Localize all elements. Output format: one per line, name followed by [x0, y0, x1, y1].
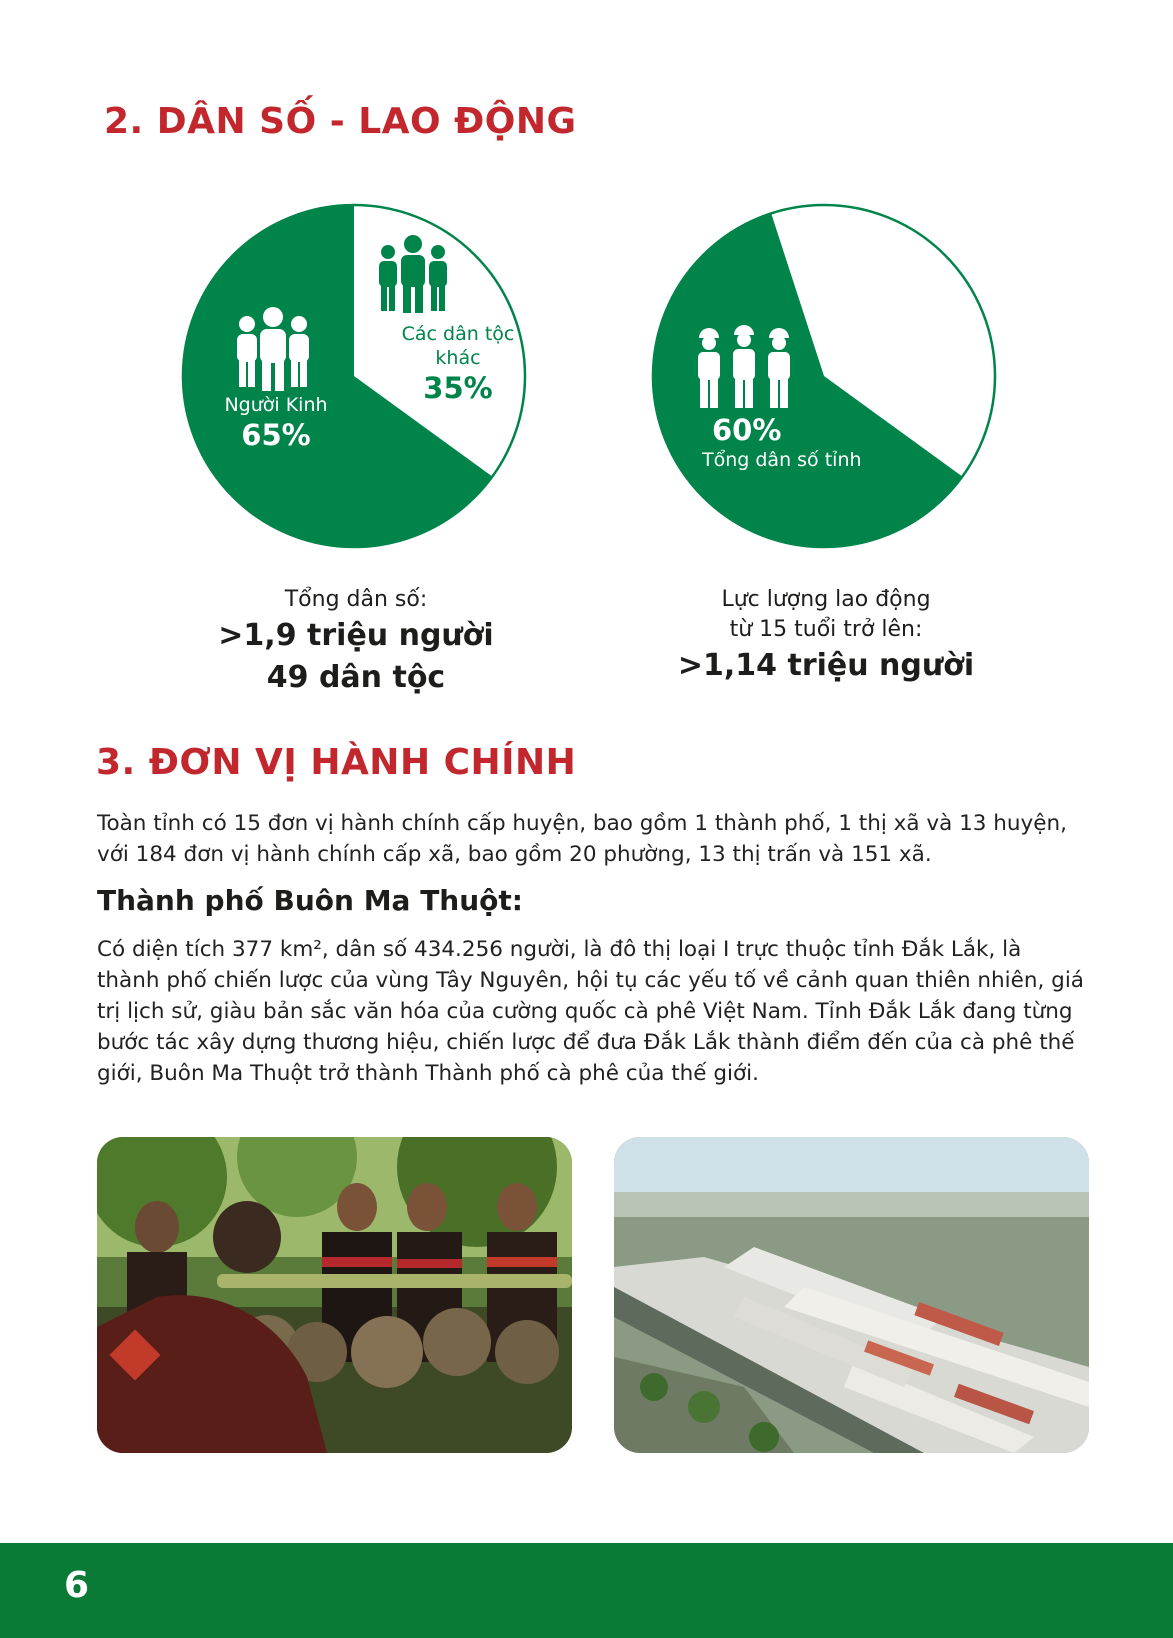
section-title-administrative: 3. ĐƠN VỊ HÀNH CHÍNH	[96, 742, 577, 783]
labor-total: >1,14 triệu người	[677, 648, 975, 683]
kinh-label: Người Kinh	[224, 394, 328, 416]
footer-bar	[0, 1543, 1173, 1638]
labor-slice-label	[702, 412, 912, 472]
city-paragraph: Có diện tích 377 km², dân số 434.256 người, là đô thị loại I trực thuộc tỉnh Đắk Lắk, là thành phố chiến lược của vùng Tây Nguyên, hội tụ các yếu tố về cảnh quan thiên nhiên, giá trị lịch sử, giàu bản sắc văn hóa của cường quốc cà phê Việt Nam. Tỉnh Đắk Lắk đang từng bước tác xây dựng thương hiệu, chiến lược để đưa Đắk Lắk thành điểm đến của cà phê thế giới, Buôn Ma Thuột trở thành Thành phố cà phê của thế giới.	[97, 937, 1084, 1086]
city-heading: Thành phố Buôn Ma Thuột:	[97, 884, 523, 917]
page-number: 6	[64, 1565, 90, 1606]
section-title-population: 2. DÂN SỐ - LAO ĐỘNG	[104, 101, 577, 142]
labor-caption-label-2: từ 15 tuổi trở lên:	[729, 617, 923, 642]
labor-caption	[651, 585, 1001, 687]
other-ethnic-slice-label	[398, 322, 518, 406]
photo-gong-performance	[97, 1137, 572, 1453]
population-caption-label: Tổng dân số:	[284, 587, 428, 612]
other-ethnic-label: Các dân tộc khác	[401, 323, 515, 369]
other-ethnic-percent: 35%	[423, 371, 493, 405]
population-total: >1,9 triệu người	[218, 618, 494, 653]
administrative-paragraph: Toàn tỉnh có 15 đơn vị hành chính cấp huyện, bao gồm 1 thành phố, 1 thị xã và 13 huyện, với 184 đơn vị hành chính cấp xã, bao gồm 20 phường, 13 thị trấn và 151 xã.	[97, 811, 1067, 867]
population-caption	[191, 585, 521, 699]
labor-label: Tổng dân số tỉnh	[702, 449, 862, 471]
photo-city-aerial	[614, 1137, 1089, 1453]
kinh-percent: 65%	[241, 418, 311, 452]
labor-caption-label-1: Lực lượng lao động	[721, 587, 931, 612]
ethnic-groups-count: 49 dân tộc	[266, 660, 446, 695]
labor-pie-chart	[651, 203, 997, 549]
labor-percent: 60%	[712, 413, 782, 447]
kinh-slice-label	[206, 393, 346, 453]
